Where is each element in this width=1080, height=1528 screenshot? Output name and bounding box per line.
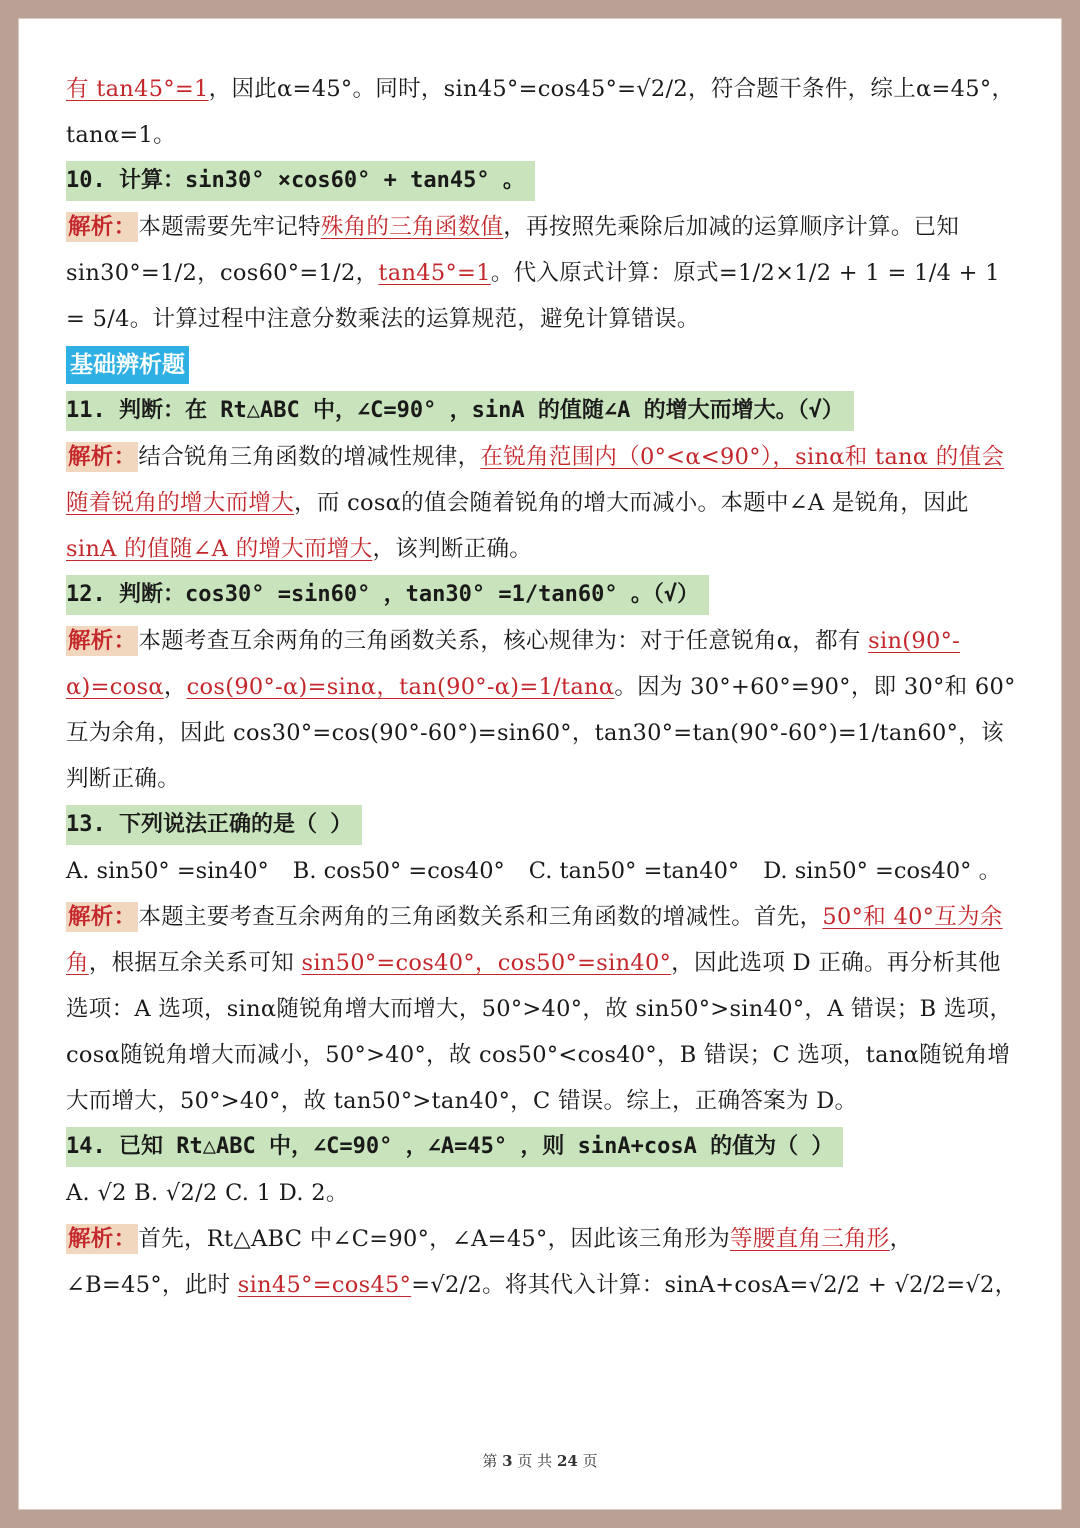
analysis-label: 解析： [68, 214, 137, 240]
question-14-title: 14. 已知 Rt△ABC 中，∠C=90° ，∠A=45° ，则 sinA+cosA 的值为（ ） [66, 1127, 843, 1167]
option-d: D. sin50° =cos40° 。 [763, 858, 1002, 884]
question-12-row [66, 572, 1018, 618]
analysis-highlight: cos(90°-α)=sinα，tan(90°-α)=1/tanα [186, 674, 615, 700]
analysis-text: 。因为 30°+60°=90°，即 30°和 60°互为余角，因此 cos30°=cos(90°-60°)=sin60°，tan30°=tan(90°-60°)=1/tan60°，该判断正确。 [66, 674, 1016, 792]
question-10-row [66, 158, 1018, 204]
analysis-text: 结合锐角三角函数的增减性规律， [138, 444, 481, 470]
analysis-text: 本题考查互余两角的三角函数关系，核心规律为：对于任意锐角α，都有 [138, 628, 869, 654]
analysis-highlight: 等腰直角三角形 [730, 1226, 890, 1252]
page-footer [0, 1450, 1080, 1471]
analysis-highlight: sin(90°-α)=cosα [66, 628, 961, 700]
question-14-analysis [66, 1216, 1018, 1308]
intro-text: ，因此α=45°。同时，sin45°=cos45°=√2/2，符合题干条件，综上α=45°，tanα=1。 [66, 76, 1015, 148]
analysis-text: ，∠B=45°，此时 [66, 1226, 913, 1298]
analysis-text: ， [163, 674, 187, 700]
analysis-label: 解析： [68, 904, 137, 930]
analysis-highlight: 50°和 40°互为余角 [66, 904, 1003, 976]
analysis-highlight: sin45°=cos45° [237, 1272, 412, 1298]
question-11-row [66, 388, 1018, 434]
analysis-text: ，而 cosα的值会随着锐角的增大而减小。本题中∠A 是锐角，因此 [294, 490, 969, 516]
analysis-text: ，再按照先乘除后加减的运算顺序计算。已知 sin30°=1/2，cos60°=1/2， [66, 214, 960, 286]
question-10-title: 10. 计算：sin30° ×cos60° + tan45° 。 [66, 161, 535, 201]
footer-text: 页 共 [517, 1452, 553, 1470]
analysis-text: =√2/2。将其代入计算：sinA+cosA=√2/2 + √2/2=√2， [411, 1272, 1018, 1298]
analysis-text: ，根据互余关系可知 [88, 950, 302, 976]
analysis-text: 本题需要先牢记特 [138, 214, 321, 240]
question-13-row [66, 802, 1018, 848]
analysis-highlight: sin50°=cos40°，cos50°=sin40° [301, 950, 672, 976]
analysis-text: 首先，Rt△ABC 中∠C=90°，∠A=45°，因此该三角形为 [138, 1226, 730, 1252]
analysis-text: 。代入原式计算：原式=1/2×1/2 + 1 = 1/4 + 1 = 5/4。计算过程中注意分数乘法的运算规范，避免计算错误。 [66, 260, 1000, 332]
analysis-highlight: 殊角的三角函数值 [320, 214, 504, 240]
analysis-label: 解析： [68, 628, 137, 654]
question-14-options: A. √2 B. √2/2 C. 1 D. 2。 [66, 1180, 349, 1206]
analysis-label: 解析： [68, 444, 137, 470]
analysis-highlight: 在锐角范围内（0°<α<90°），sinα和 tanα 的值会随着锐角的增大而增大 [66, 444, 1005, 516]
analysis-label: 解析： [68, 1226, 137, 1252]
question-10-analysis [66, 204, 1018, 342]
analysis-highlight: sinA 的值随∠A 的增大而增大 [66, 536, 373, 562]
intro-highlight: 有 tan45°=1 [66, 76, 209, 102]
question-12-title: 12. 判断：cos30° =sin60° ，tan30° =1/tan60° 。（√） [66, 575, 709, 615]
analysis-text: ，该判断正确。 [372, 536, 533, 562]
question-13-analysis [66, 894, 1018, 1124]
analysis-highlight: tan45°=1 [378, 260, 491, 286]
footer-text: 第 [482, 1452, 498, 1470]
question-13-options [66, 848, 1018, 894]
question-12-analysis [66, 618, 1018, 802]
option-c: C. tan50° =tan40° [528, 858, 740, 884]
intro-paragraph [66, 66, 1018, 158]
section-heading-row [66, 342, 1018, 388]
analysis-text: 本题主要考查互余两角的三角函数关系和三角函数的增减性。首先， [138, 904, 823, 930]
page-number: 3 [502, 1452, 513, 1470]
option-a: A. sin50° =sin40° [66, 858, 269, 884]
footer-text: 页 [582, 1452, 598, 1470]
document-body [66, 66, 1018, 1308]
section-heading: 基础辨析题 [66, 346, 189, 384]
question-13-title: 13. 下列说法正确的是（ ） [66, 805, 362, 845]
question-11-analysis [66, 434, 1018, 572]
question-11-title: 11. 判断：在 Rt△ABC 中，∠C=90° ，sinA 的值随∠A 的增大而增大。（√） [66, 391, 854, 431]
page-total: 24 [556, 1452, 578, 1470]
analysis-text: ，因此选项 D 正确。再分析其他选项：A 选项，sinα随锐角增大而增大，50°>40°，故 sin50°>sin40°，A 错误；B 选项，cosα随锐角增大而减小，50°>40°，故 cos50°<cos40°，B 错误；C 选项，tanα随锐角增大而增大，50°>40°，故 tan50°>tan40°，C 错误。综上，正确答案为 D。 [66, 950, 1013, 1114]
option-b: B. cos50° =cos40° [292, 858, 505, 884]
question-14-row [66, 1124, 1018, 1170]
